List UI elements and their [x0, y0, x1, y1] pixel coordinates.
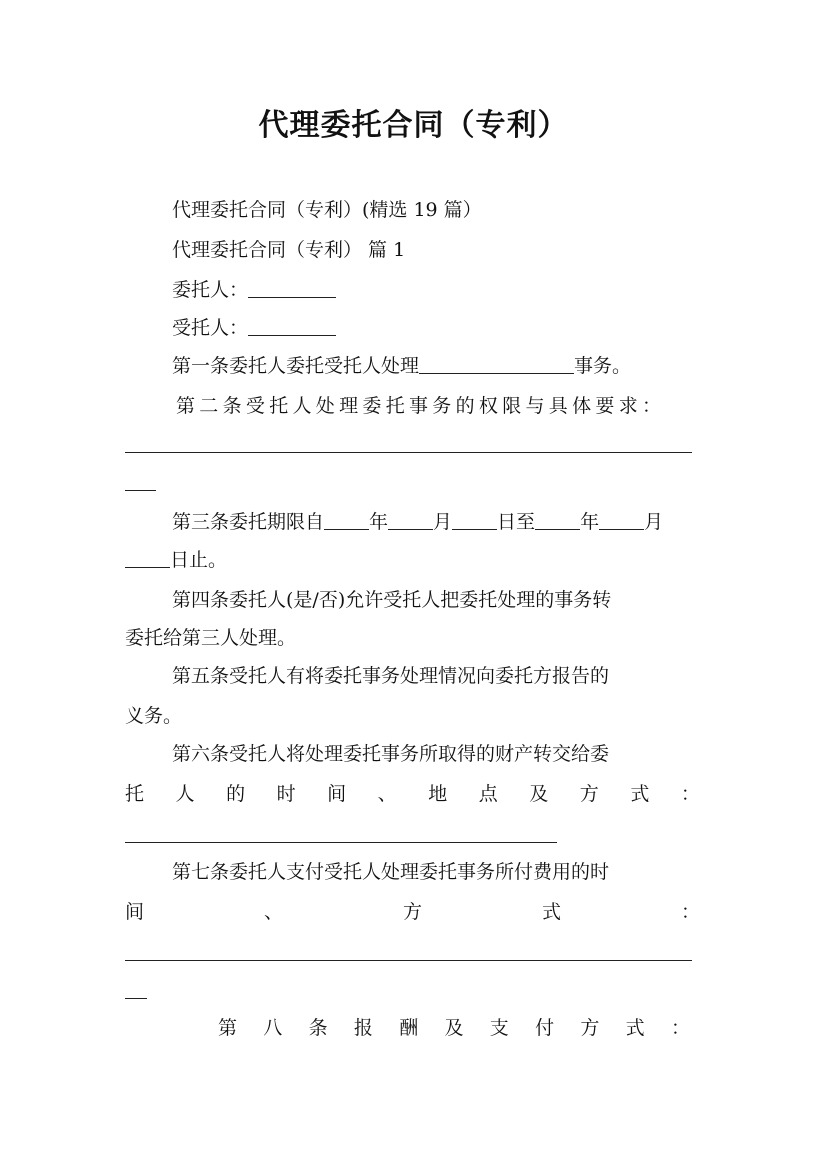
- article-6-char: 点: [478, 783, 498, 805]
- article-8-char: 报: [353, 1017, 373, 1039]
- article-6-line-1: 第六条受托人将处理委托事务所取得的财产转交给委: [172, 743, 610, 765]
- document-title: 代理委托合同（专利）: [258, 108, 569, 143]
- start-day-blank: [452, 509, 497, 530]
- article-3-text: 第三条委托期限自: [172, 511, 325, 533]
- article-8-char: 式: [625, 1017, 645, 1039]
- article-6-char: ：: [680, 783, 700, 805]
- article-4-line-1: 第四条委托人(是/否)允许受托人把委托处理的事务转: [172, 589, 612, 611]
- article-6-char: 方: [579, 783, 599, 805]
- article-3: [172, 508, 663, 536]
- start-month-label: 月: [433, 511, 453, 533]
- article-8-char: 及: [444, 1017, 464, 1039]
- article-1-suffix: 事务。: [574, 355, 632, 377]
- article-6-char: 、: [377, 783, 397, 805]
- article-6-char: 地: [428, 783, 448, 805]
- article-7-char: 间: [125, 901, 145, 923]
- end-month-label: 月: [644, 511, 664, 533]
- article-7-line-2: [125, 898, 700, 926]
- article-6-line-2: [125, 780, 700, 808]
- article-1: [172, 352, 631, 380]
- principal-label: 委托人：: [172, 279, 249, 301]
- end-year-label: 年: [580, 511, 600, 533]
- article-6-char: 的: [226, 783, 246, 805]
- article-8-char: 第: [218, 1017, 238, 1039]
- end-year-blank: [535, 509, 580, 530]
- section-heading: 代理委托合同（专利） 篇 1: [172, 239, 406, 261]
- principal-line: [172, 276, 336, 304]
- agent-label: 受托人：: [172, 317, 249, 339]
- start-day-label: 日至: [497, 511, 536, 533]
- article-2-blank-rule-2: [125, 490, 156, 491]
- agent-blank: [248, 315, 336, 336]
- start-year-label: 年: [369, 511, 389, 533]
- article-4-line-2: 委托给第三人处理。: [125, 627, 297, 649]
- article-7-char: 方: [402, 901, 422, 923]
- article-7-blank-rule-1: [125, 960, 692, 961]
- article-3-end-text: 日止。: [170, 549, 228, 571]
- article-8-char: 条: [308, 1017, 328, 1039]
- article-7-char: ：: [680, 901, 700, 923]
- article-5-line-2: 义务。: [125, 705, 183, 727]
- article-7-char: 、: [263, 901, 283, 923]
- end-day-blank: [125, 547, 170, 568]
- principal-blank: [248, 277, 336, 298]
- article-6-char: 及: [529, 783, 549, 805]
- article-8-char: 支: [489, 1017, 509, 1039]
- start-month-blank: [388, 509, 433, 530]
- article-6-char: 式: [630, 783, 650, 805]
- article-8-line: [218, 1014, 690, 1042]
- document-subtitle: 代理委托合同（专利）(精选 19 篇）: [172, 199, 482, 221]
- article-3-end: [125, 546, 227, 574]
- article-8-char: 酬: [399, 1017, 419, 1039]
- article-2: 第二条受托人处理委托事务的权限与具体要求：: [176, 395, 666, 417]
- start-year-blank: [324, 509, 369, 530]
- article-5-line-1: 第五条受托人有将委托事务处理情况向委托方报告的: [172, 665, 610, 687]
- article-7-blank-rule-2: [125, 998, 147, 999]
- article-8-char: 方: [580, 1017, 600, 1039]
- article-7-char: 式: [541, 901, 561, 923]
- article-1-prefix: 第一条委托人委托受托人处理: [172, 355, 420, 377]
- article-8-char: ：: [670, 1017, 690, 1039]
- article-6-blank-rule: [125, 842, 557, 843]
- end-month-blank: [599, 509, 644, 530]
- agent-line: [172, 314, 336, 342]
- article-6-char: 托: [125, 783, 145, 805]
- article-1-blank: [419, 353, 574, 374]
- article-8-char: 八: [263, 1017, 283, 1039]
- article-6-char: 间: [327, 783, 347, 805]
- article-8-char: 付: [535, 1017, 555, 1039]
- article-7-line-1: 第七条委托人支付受托人处理委托事务所付费用的时: [172, 861, 610, 883]
- article-6-char: 时: [276, 783, 296, 805]
- article-6-char: 人: [175, 783, 195, 805]
- article-2-blank-rule-1: [125, 452, 692, 453]
